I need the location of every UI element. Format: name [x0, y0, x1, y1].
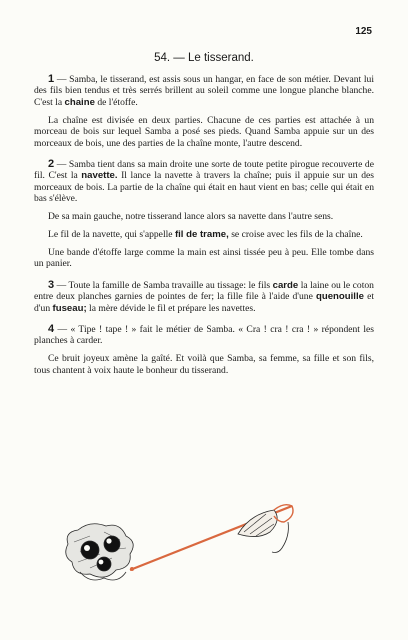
paragraph-8: 4 — « Tipe ! tape ! » fait le métier de Samba. « Cra ! cra ! cra ! » répondent les planches à carder. — [34, 322, 374, 347]
keyword: carde — [272, 279, 299, 291]
paragraph-6: Une bande d'étoffe large comme la main est ainsi tissée peu à peu. Elle tombe dans un panier. — [34, 246, 374, 270]
cotton-boll-icon — [66, 524, 133, 580]
paragraph-3: 2 — Samba tient dans sa main droite une sorte de toute petite pirogue recouverte de fil. C'est la navette. Il lance la navette à travers la chaîne; puis il appuie sur un des morceaux de bois. La partie de la chaîne qui était en haut vient en bas; celle qui était en bas s'élève. — [34, 157, 374, 205]
section-number: 2 — [48, 157, 55, 170]
cotton-and-spindle-illustration — [60, 492, 310, 592]
keyword: fil de trame, — [174, 228, 229, 240]
section-number: 3 — [48, 278, 55, 291]
paragraph-2: La chaîne est divisée en deux parties. Chacune de ces parties est attachée à un morceau de bois sur lequel Samba a posé ses pieds. Quand Samba appuie sur un des morceaux de bois, une des parties de la chaîne monte, l'autre descend. — [34, 114, 374, 149]
section-number: 4 — [48, 322, 55, 335]
keyword: chaine — [64, 96, 95, 108]
paragraph-4: De sa main gauche, notre tisserand lance alors sa navette dans l'autre sens. — [48, 211, 334, 223]
keyword: quenouille — [315, 291, 364, 303]
paragraph-1: 1 — Samba, le tisserand, est assis sous un hangar, en face de son métier. Devant lui des fils bien tendus et très serrés brillent au soleil comme une longue planche blanche. C'est la chaine de l'étoffe. — [34, 73, 374, 108]
keyword: fuseau; — [52, 302, 87, 314]
spindle-icon — [130, 505, 293, 571]
paragraph-9: Ce bruit joyeux amène la gaîté. Et voilà que Samba, sa femme, sa fille et son fils, tous chantent à voix haute le bonheur du tisserand. — [34, 353, 374, 376]
keyword: navette. — [81, 170, 118, 182]
text-body — [34, 74, 374, 383]
paragraph-7: 3 — Toute la famille de Samba travaille au tissage: le fils carde la laine ou le coton entre deux planches garnies de pointes de fer; la fille file à l'aide d'une quenouille et d'un fuseau; la mère dévide le fil et prépare les navettes. — [34, 278, 374, 314]
section-number: 1 — [48, 73, 55, 85]
page-title: 54. — Le tisserand. — [154, 52, 254, 64]
paragraph-5: Le fil de la navette, qui s'appelle fil de trame, se croise avec les fils de la chaîne. — [48, 228, 363, 240]
page-number: 125 — [355, 26, 372, 37]
